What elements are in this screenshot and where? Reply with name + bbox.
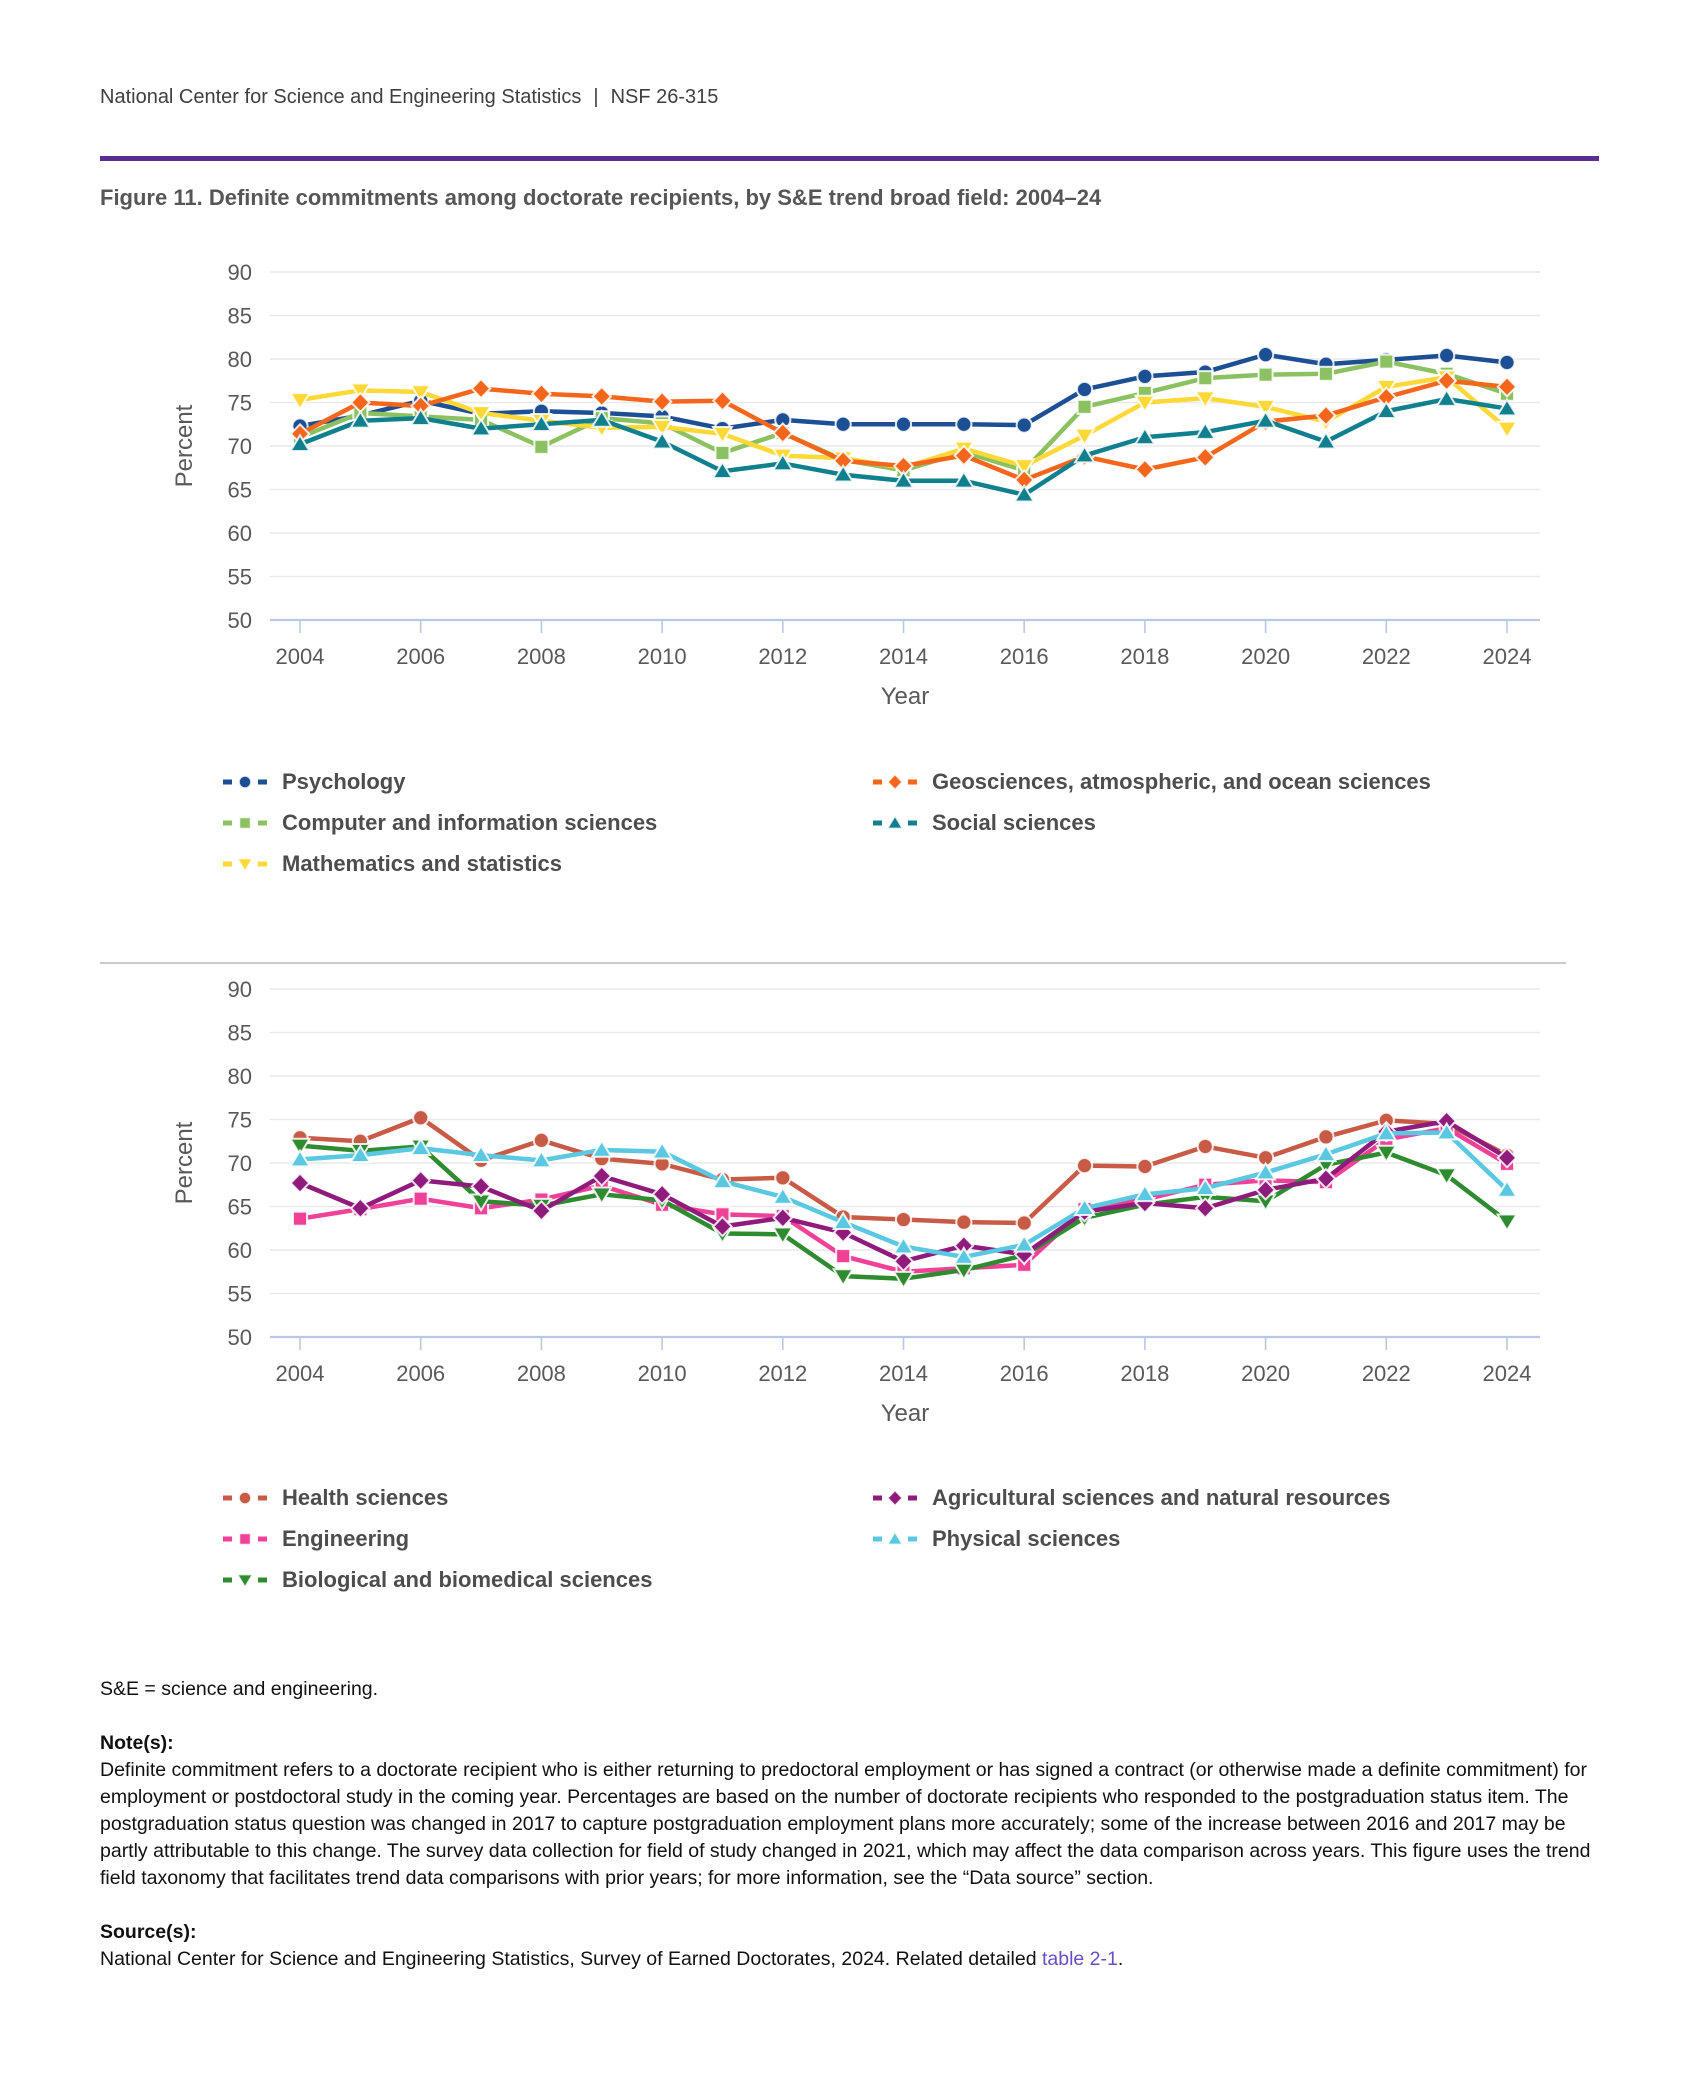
legend-item-social-sciences xyxy=(872,809,1431,837)
data-point-circle xyxy=(1439,348,1454,363)
data-point-circle xyxy=(956,1215,971,1230)
source-suffix: . xyxy=(1117,1948,1124,1970)
x-tick-label: 2018 xyxy=(1120,1361,1170,1386)
circle-legend-icon xyxy=(222,771,268,793)
y-tick-label: 60 xyxy=(227,1238,252,1263)
x-tick-label: 2018 xyxy=(1120,644,1170,669)
data-point-circle xyxy=(1017,1215,1032,1230)
legend-top-chart xyxy=(222,768,1431,878)
document-header xyxy=(100,86,718,109)
legend-item-physical-sciences xyxy=(872,1525,1391,1553)
y-tick-label: 70 xyxy=(227,434,252,459)
data-point-circle xyxy=(534,1133,549,1148)
legend-label: Social sciences xyxy=(932,810,1096,835)
data-point-square xyxy=(239,1533,250,1544)
data-point-circle xyxy=(1258,347,1273,362)
data-point-diamond xyxy=(532,384,550,403)
circle-legend-icon xyxy=(222,1487,268,1509)
legend-item-biological-biomedical xyxy=(222,1566,872,1594)
x-tick-label: 2010 xyxy=(637,1361,687,1386)
notes-text: Definite commitment refers to a doctorate recipient who is either returning to predoctoral employment or has signed a contract (or otherwise made a definite commitment) for employment or postdoctoral study in the coming year. Percentages are based on the number of doctorate recipients who responded to the postgraduation status item. The postgraduation status question was changed in 2017 to capture postgraduation employment plans more accurately; some of the increase between 2016 and 2017 may be partly attributable to this change. The survey data collection for field of study changed in 2021, which may affect the data comparison across years. This figure uses the trend field taxonomy that facilitates trend data comparisons with prior years; for more information, see the “Data source” section. xyxy=(100,1759,1591,1889)
x-tick-label: 2008 xyxy=(516,644,566,669)
data-point-circle xyxy=(1137,369,1152,384)
legend-label: Geosciences, atmospheric, and ocean sciences xyxy=(932,769,1431,794)
report-number: NSF 26-315 xyxy=(610,86,719,108)
y-tick-label: 50 xyxy=(227,1325,252,1350)
x-tick-label: 2024 xyxy=(1482,1361,1532,1386)
legend-item-engineering xyxy=(222,1525,872,1553)
x-tick-label: 2020 xyxy=(1241,1361,1291,1386)
data-point-square xyxy=(1259,368,1273,382)
legend-label: Agricultural sciences and natural resources xyxy=(932,1485,1391,1510)
line-chart-svg xyxy=(0,949,1699,1449)
data-point-square xyxy=(414,1192,428,1206)
y-tick-label: 55 xyxy=(227,1281,252,1307)
header-divider: | xyxy=(593,86,599,108)
notes-heading: Note(s): xyxy=(100,1732,174,1754)
x-tick-label: 2012 xyxy=(758,644,808,669)
legend-label: Physical sciences xyxy=(932,1526,1121,1551)
x-axis xyxy=(270,620,1540,669)
y-tick-label: 55 xyxy=(227,564,252,590)
data-point-diamond xyxy=(887,774,902,790)
y-axis-title: Percent xyxy=(171,1121,198,1205)
y-tick-label: 90 xyxy=(227,977,252,1002)
data-point-circle xyxy=(1077,382,1092,397)
data-point-circle xyxy=(1137,1159,1152,1174)
chart-top-se-fields xyxy=(0,232,1699,732)
data-point-circle xyxy=(836,417,851,432)
legend-label: Health sciences xyxy=(282,1485,449,1510)
abbreviation-note: S&E = science and engineering. xyxy=(100,1678,379,1700)
data-point-square xyxy=(836,1249,850,1263)
data-point-diamond xyxy=(887,1490,902,1506)
source-text: National Center for Science and Engineering Statistics, Survey of Earned Doctorates, 2024. Related detailed xyxy=(100,1948,1042,1970)
data-point-diamond xyxy=(1196,448,1214,467)
y-tick-label: 50 xyxy=(227,608,252,633)
square-legend-icon xyxy=(222,812,268,834)
triangle-up-legend-icon xyxy=(872,1528,918,1550)
legend-item-geosciences xyxy=(872,768,1431,796)
data-point-square xyxy=(1319,367,1333,381)
data-point-circle xyxy=(775,1170,790,1185)
data-point-triangle-down xyxy=(237,858,253,871)
line-chart-svg xyxy=(0,232,1699,732)
data-point-triangle-down xyxy=(1498,422,1517,438)
data-point-circle xyxy=(1077,1158,1092,1173)
triangle-down-legend-icon xyxy=(222,853,268,875)
data-point-circle xyxy=(239,1492,251,1504)
legend-label: Biological and biomedical sciences xyxy=(282,1567,653,1592)
legend-item-computer-information-sciences xyxy=(222,809,872,837)
x-tick-label: 2012 xyxy=(758,1361,808,1386)
y-tick-label: 85 xyxy=(227,303,252,329)
data-point-circle xyxy=(413,1110,428,1125)
source-line xyxy=(100,1946,1595,1973)
legend-bottom-chart xyxy=(222,1484,1391,1594)
x-tick-label: 2016 xyxy=(999,1361,1049,1386)
data-point-square xyxy=(239,817,250,828)
data-point-diamond xyxy=(713,391,731,410)
org-name: National Center for Science and Engineering Statistics xyxy=(100,86,582,108)
data-point-diamond xyxy=(291,1174,309,1193)
x-tick-label: 2024 xyxy=(1482,644,1532,669)
data-point-circle xyxy=(896,1212,911,1227)
x-tick-label: 2006 xyxy=(396,644,446,669)
y-tick-label: 65 xyxy=(227,477,252,503)
data-point-square xyxy=(534,440,548,454)
x-tick-label: 2016 xyxy=(999,644,1049,669)
data-point-circle xyxy=(1499,355,1514,370)
data-point-square xyxy=(293,1212,307,1226)
legend-item-agricultural-natural-resources xyxy=(872,1484,1391,1512)
data-point-circle xyxy=(1318,1129,1333,1144)
x-tick-label: 2004 xyxy=(275,1361,325,1386)
legend-label: Psychology xyxy=(282,769,406,794)
diamond-legend-icon xyxy=(872,1487,918,1509)
figure-title: Figure 11. Definite commitments among doctorate recipients, by S&E trend broad field: 2004–24 xyxy=(100,185,1102,210)
x-tick-label: 2014 xyxy=(879,1361,928,1386)
legend-label: Engineering xyxy=(282,1526,410,1551)
y-tick-label: 70 xyxy=(227,1151,252,1176)
x-tick-label: 2022 xyxy=(1361,644,1411,669)
y-tick-label: 75 xyxy=(227,1107,252,1133)
y-tick-label: 80 xyxy=(227,1064,252,1089)
x-axis xyxy=(270,1337,1540,1386)
legend-item-health-sciences xyxy=(222,1484,872,1512)
data-point-circle xyxy=(239,776,251,788)
legend-item-psychology xyxy=(222,768,872,796)
x-tick-label: 2006 xyxy=(396,1361,446,1386)
footnotes xyxy=(100,1676,1595,1973)
data-point-circle xyxy=(1198,1139,1213,1154)
y-tick-label: 90 xyxy=(227,260,252,285)
header-rule xyxy=(100,156,1599,161)
data-point-triangle-down xyxy=(1498,1214,1517,1230)
data-point-diamond xyxy=(1136,460,1154,479)
source-heading: Source(s): xyxy=(100,1921,197,1943)
data-point-diamond xyxy=(412,1171,430,1190)
x-tick-label: 2008 xyxy=(516,1361,566,1386)
table-2-1-link[interactable]: table 2-1 xyxy=(1041,1948,1118,1970)
y-axis-labels xyxy=(228,260,252,633)
data-point-triangle-up xyxy=(887,816,903,829)
data-point-triangle-up xyxy=(887,1532,903,1545)
legend-column xyxy=(222,768,872,878)
x-tick-label: 2022 xyxy=(1361,1361,1411,1386)
data-point-circle xyxy=(956,417,971,432)
legend-label: Mathematics and statistics xyxy=(282,851,562,876)
legend-column xyxy=(872,768,1431,878)
y-tick-label: 80 xyxy=(227,347,252,372)
data-point-diamond xyxy=(653,392,671,411)
x-tick-label: 2020 xyxy=(1241,644,1291,669)
data-point-circle xyxy=(1017,418,1032,433)
x-axis-title: Year xyxy=(880,683,930,710)
chart-bottom-se-fields xyxy=(0,949,1699,1449)
legend-column xyxy=(222,1484,872,1594)
diamond-legend-icon xyxy=(872,771,918,793)
data-point-circle xyxy=(896,417,911,432)
data-point-square xyxy=(1379,355,1393,369)
y-axis-title: Percent xyxy=(171,404,198,488)
legend-item-mathematics-statistics xyxy=(222,850,872,878)
y-tick-label: 85 xyxy=(227,1020,252,1046)
triangle-up-legend-icon xyxy=(872,812,918,834)
legend-label: Computer and information sciences xyxy=(282,810,658,835)
square-legend-icon xyxy=(222,1528,268,1550)
legend-column xyxy=(872,1484,1391,1594)
data-point-diamond xyxy=(472,379,490,398)
data-point-square xyxy=(1198,371,1212,385)
x-tick-label: 2010 xyxy=(637,644,687,669)
data-point-square xyxy=(715,446,729,460)
triangle-down-legend-icon xyxy=(222,1569,268,1591)
y-tick-label: 65 xyxy=(227,1194,252,1220)
data-point-triangle-down xyxy=(237,1574,253,1587)
x-axis-title: Year xyxy=(880,1400,930,1427)
x-tick-label: 2014 xyxy=(879,644,928,669)
y-tick-label: 75 xyxy=(227,390,252,416)
x-tick-label: 2004 xyxy=(275,644,325,669)
y-axis-labels xyxy=(228,977,252,1350)
data-point-square xyxy=(1078,400,1092,414)
data-point-diamond xyxy=(1196,1199,1214,1218)
y-tick-label: 60 xyxy=(227,521,252,546)
